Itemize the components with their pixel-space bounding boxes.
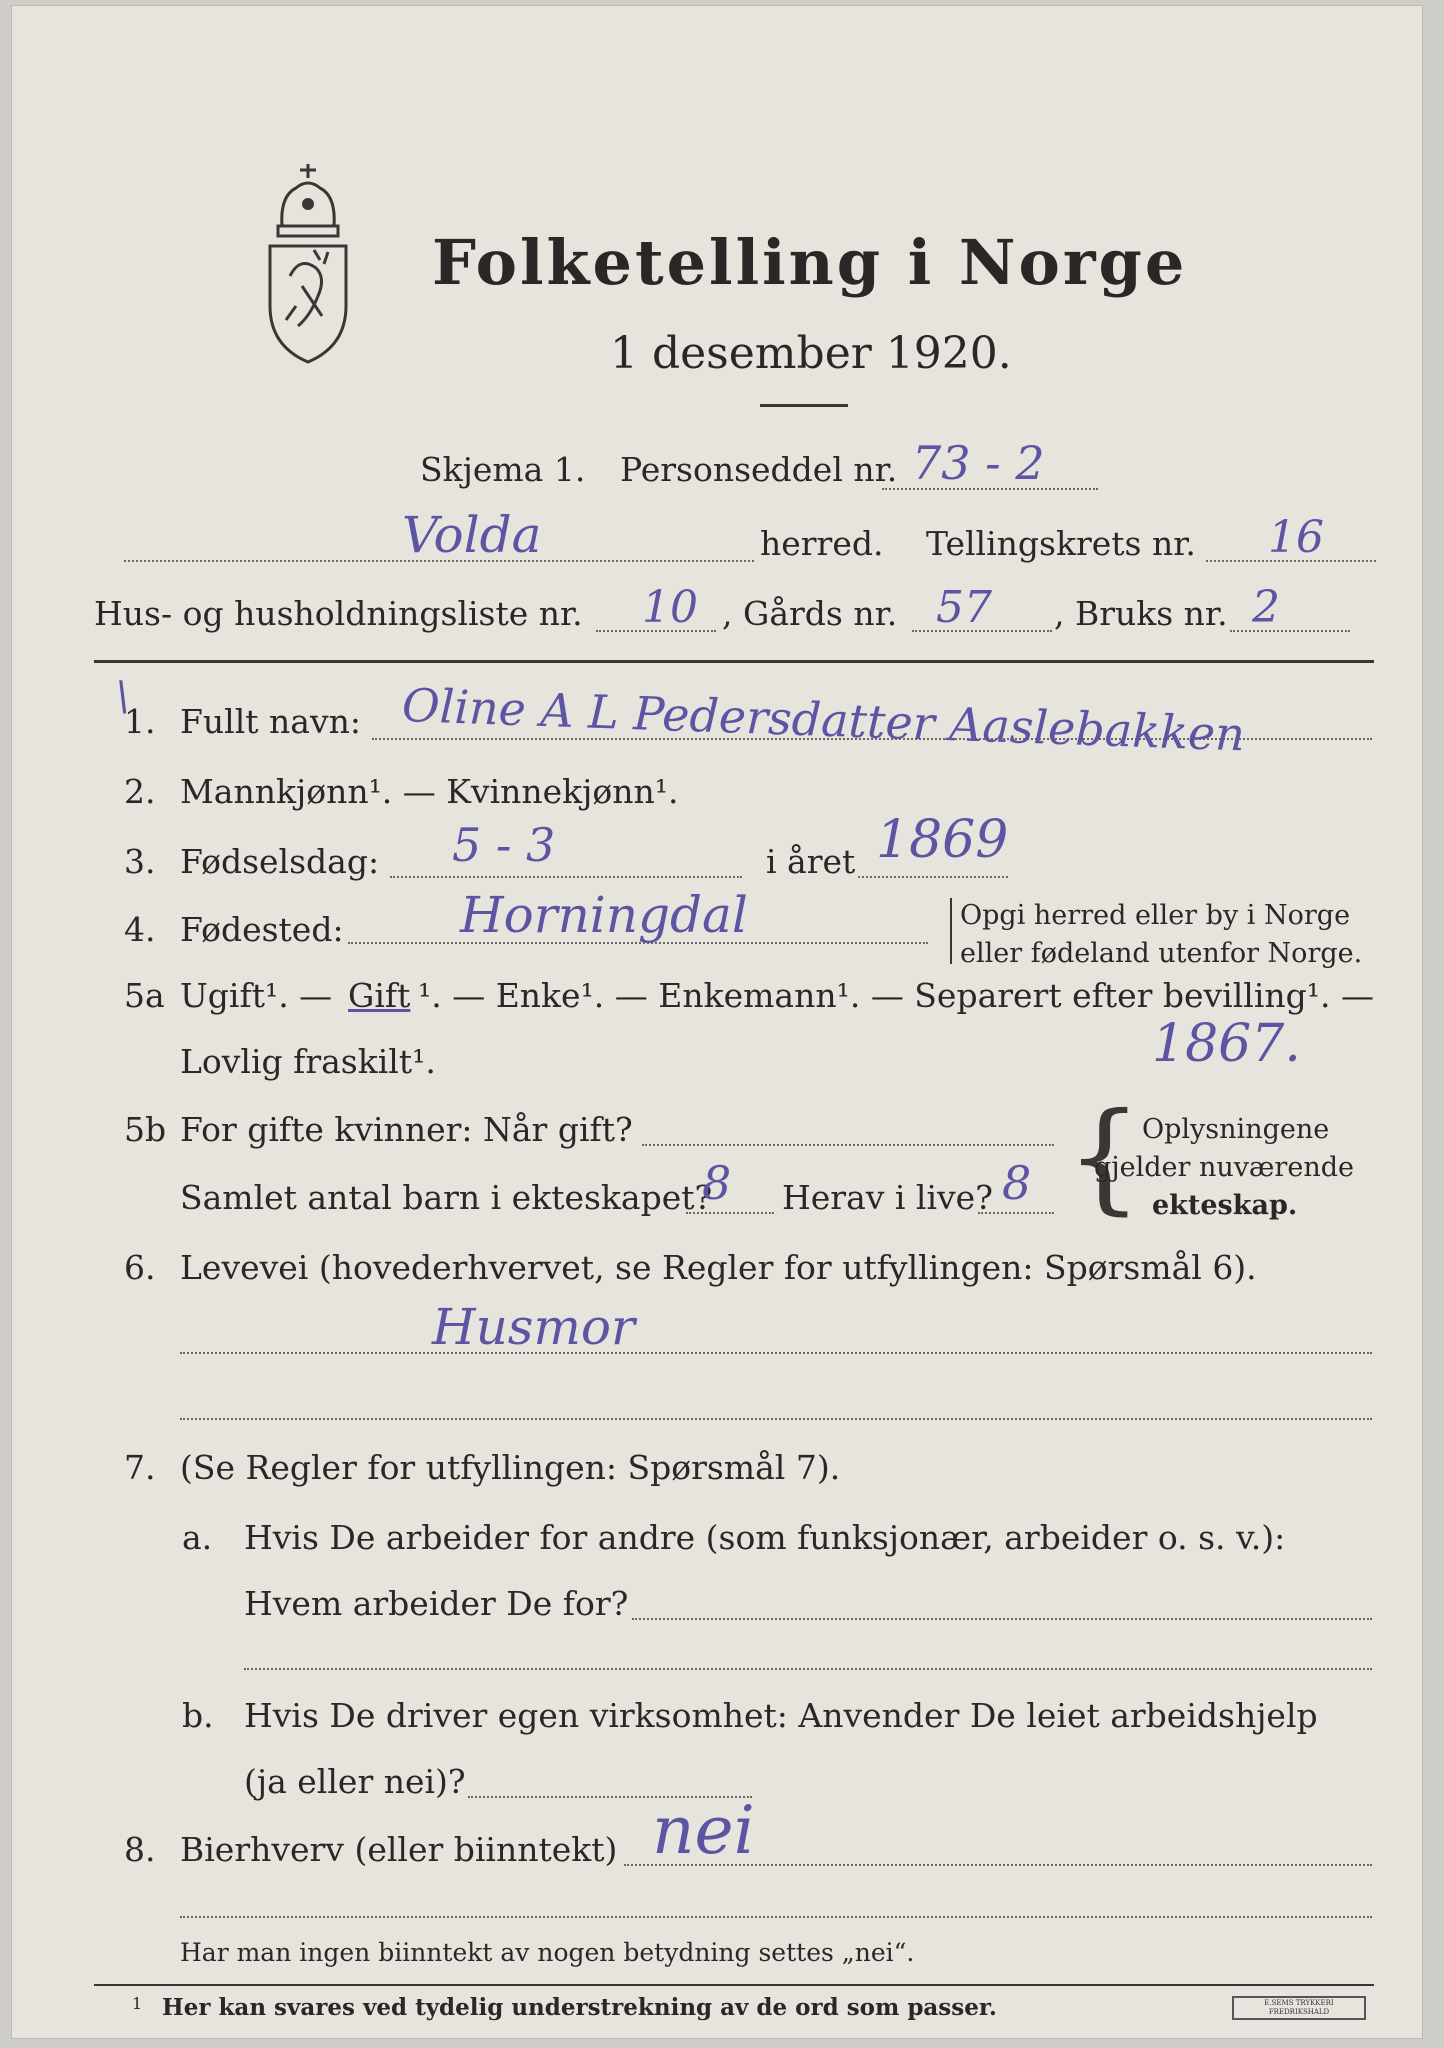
header-separator <box>94 660 1374 663</box>
husliste-value: 10 <box>642 582 698 633</box>
q5b-note-line2: gjelder nuværende <box>1094 1152 1354 1183</box>
q5b-live-label: Herav i live? <box>782 1178 993 1217</box>
q8-line2 <box>180 1916 1372 1918</box>
q5b-gift-line <box>642 1144 1054 1146</box>
bruks-line <box>1230 630 1350 632</box>
q5a-options: ¹. — Enke¹. — Enkemann¹. — Separert efter bevilling¹. — <box>418 976 1374 1015</box>
herred-label: herred. <box>760 524 884 563</box>
gards-label: , Gårds nr. <box>722 594 898 633</box>
q3-line <box>390 876 742 878</box>
q5b-label: For gifte kvinner: Når gift? <box>180 1110 633 1149</box>
tellingskrets-value: 16 <box>1268 512 1324 563</box>
q7a-label: Hvis De arbeider for andre (som funksjonær, arbeider o. s. v.): <box>244 1518 1286 1557</box>
personseddel-label: Personseddel nr. <box>620 450 898 489</box>
footnote-number: 1 <box>132 1994 143 2013</box>
q7a-letter: a. <box>182 1518 213 1557</box>
gards-value: 57 <box>936 582 992 633</box>
q3-year-label: i året <box>766 842 856 881</box>
q3-year-value: 1869 <box>876 810 1009 870</box>
coat-of-arms-icon <box>260 156 356 366</box>
q5a-number: 5a <box>124 976 165 1015</box>
q2-label: Mannkjønn¹. — Kvinnekjønn¹. <box>180 772 679 811</box>
q4-note-line2: eller fødeland utenfor Norge. <box>960 938 1363 969</box>
footnote-text: Her kan svares ved tydelig understrekning av de ord som passer. <box>162 1994 997 2021</box>
q5b-note-line1: Oplysningene <box>1142 1114 1330 1145</box>
q6-line2 <box>180 1418 1372 1420</box>
q4-note-line1: Opgi herred eller by i Norge <box>960 900 1351 931</box>
q7-number: 7. <box>124 1448 156 1487</box>
footer-note: Har man ingen biinntekt av nogen betydning settes „nei“. <box>180 1938 915 1967</box>
q5b-number: 5b <box>124 1110 167 1149</box>
q3-year-line <box>858 876 1008 878</box>
q8-number: 8. <box>124 1830 156 1869</box>
q5a-value: 1867. <box>1152 1014 1301 1074</box>
q6-label: Levevei (hovederhvervet, se Regler for utfyllingen: Spørsmål 6). <box>180 1248 1257 1287</box>
q5b-barn-value: 8 <box>702 1156 732 1210</box>
husliste-label: Hus- og husholdningsliste nr. <box>94 594 583 633</box>
q5a-lovlig-fraskilt: Lovlig fraskilt¹. <box>180 1042 436 1081</box>
checkmark: \ <box>116 674 130 720</box>
footer-separator <box>94 1984 1374 1986</box>
title-divider <box>760 404 848 407</box>
q1-number: 1. <box>124 702 156 741</box>
q4-note-bracket <box>950 898 952 964</box>
q3-value: 5 - 3 <box>452 818 556 872</box>
q5b-live-line <box>978 1212 1054 1214</box>
q8-label: Bierhverv (eller biinntekt) <box>180 1830 618 1869</box>
q1-label: Fullt navn: <box>180 702 361 741</box>
q4-label: Fødested: <box>180 910 344 949</box>
printer-stamp: E.SEMS TRYKKERI FREDRIKSHALD <box>1232 1996 1366 2020</box>
q7-label: (Se Regler for utfyllingen: Spørsmål 7). <box>180 1448 841 1487</box>
census-date: 1 desember 1920. <box>610 328 1012 379</box>
q7a-line2-label: Hvem arbeider De for? <box>244 1584 629 1623</box>
q6-line1 <box>180 1352 1372 1354</box>
q5b-live-value: 8 <box>1002 1156 1032 1210</box>
bruks-value: 2 <box>1252 582 1280 633</box>
q8-value: nei <box>652 1792 755 1869</box>
schema-label: Skjema 1. <box>420 450 586 489</box>
q3-number: 3. <box>124 842 156 881</box>
q5a-ugift: Ugift¹. — <box>180 976 333 1015</box>
q6-number: 6. <box>124 1248 156 1287</box>
q1-value: Oline A L Pedersdatter Aaslebakken <box>401 678 1246 762</box>
q4-number: 4. <box>124 910 156 949</box>
personseddel-value: 73 - 2 <box>912 436 1045 490</box>
q7a-answer-line <box>632 1618 1372 1620</box>
q5b-note-line3: ekteskap. <box>1152 1190 1298 1221</box>
q5b-barn-line <box>686 1212 774 1214</box>
q7b-letter: b. <box>182 1696 214 1735</box>
q7b-label: Hvis De driver egen virksomhet: Anvender De leiet arbeidshjelp <box>244 1696 1318 1735</box>
tellingskrets-label: Tellingskrets nr. <box>926 524 1196 563</box>
q6-value: Husmor <box>432 1298 635 1356</box>
census-form-page <box>12 6 1422 2038</box>
q5a-gift-underlined: Gift <box>348 976 411 1015</box>
q5b-barn-label: Samlet antal barn i ekteskapet? <box>180 1178 713 1217</box>
q2-number: 2. <box>124 772 156 811</box>
q4-value: Horningdal <box>460 886 748 944</box>
herred-value: Volda <box>402 506 542 564</box>
bruks-label: , Bruks nr. <box>1054 594 1228 633</box>
q5b-note-brace: { <box>1066 1088 1143 1227</box>
q7b-line2-label: (ja eller nei)? <box>244 1762 466 1801</box>
q3-label: Fødselsdag: <box>180 842 380 881</box>
form-title: Folketelling i Norge <box>432 226 1188 299</box>
q7a-answer-line2 <box>244 1668 1372 1670</box>
